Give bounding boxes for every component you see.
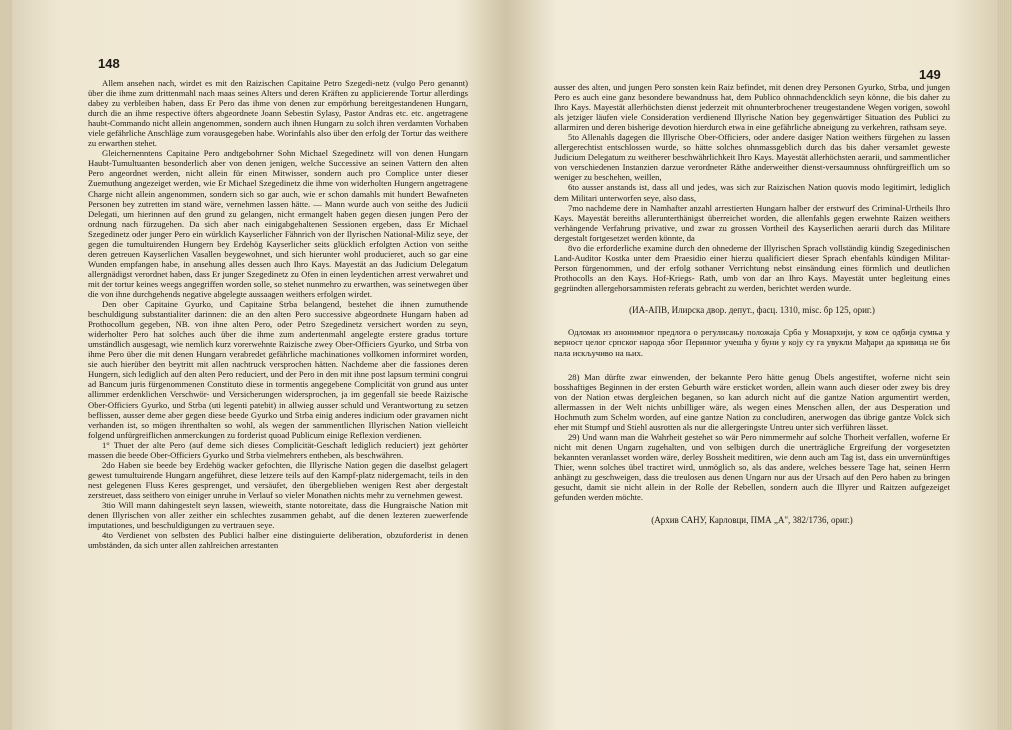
paragraph: 3tio Will mann dahingestelt seyn lassen, wieweith, stante notoreitate, dass die Hungraische Nation mit denen Illyrischen von aller zeither ein schlechtes zusammen gehabt, auf die denen lezteren zuewerfende imputationes, und beschuldigungen zu vertrauen seye.	[88, 499, 468, 531]
paragraph: 29) Und wann man die Wahrheit gestehet so wär Pero nimmermehr auf solche Thorheit verfallen, woferne Er nicht mit denen Ungarn zugehalten, und von selbigen durch die unerträgliche Ergreifung der vorgesetzten bekannten veranlasset worden wäre, derley Bossheit meditiren, wie denn auch am Tag ist, dass ein unvernünftiges Thier, wenn solches übel tractiret wird, unmöglich so, als das andere, welches bessere Tage hat, seinen Herrn anhängt zu geschweigen, dass die treulosen aus denen Ungarn nur aus der Ursach auf den Pero haben zu bringen gesucht, damit sie nicht allein in der Rolle der Rebellen, sondern auch die Illyrer und Raitzen aufgezeiget gefunden werden möchte.	[554, 432, 950, 503]
page-edge-right	[998, 0, 1012, 730]
paragraph: 8vo die erforderliche examine durch den ohnedeme der Illyrischen Sprach vollständig kündig Szegedinischen Land-Auditor Kostka unter dem Praesidio einer hierzu qualificiert dieser Sprach ebenfahls kündigen Militar-Person fürgenommen, und der erfolg sothaner Verrichtung nebst einsändung eines förmlich und deutlichen Prothocolls an den Kays. Hof-Kriegs- Rath, umb von dar an Ihro Kays. Mayestät unter begleitung eines gegründten allergehorsammisten referats gebracht zu werden, berichtet werden wurde.	[554, 242, 950, 293]
editorial-note: Одломак из анонимног предлога о регулисању положаја Срба у Монархији, у ком се одбија сумња у верност целог српског народа због Перинног учешћа у буни у коју су га увукли Мађари да кривица не би пала искључиво на њих.	[554, 327, 950, 358]
paragraph: ausser des alten, und jungen Pero sonsten kein Raiz befindet, mit denen drey Personen Gyurko, Strba, und jungen Pero es auch eine ganz besondere bewandnuss hat, dem Publico ohnnachdencklich seyn könne, die bis daher zu Ihro Kays. Mayestät allerhöchsten dienst jederzeit mit ohnunterbrochener treugestandene Wegen vorigen, sowohl als jetziger läufen viele Consideration verdienend Illyrische Nation bey gegenwärtiger Situation des Publici zu allarmiren und deren bisherige devotion hierdurch etwa in eine gefährliche abneigung zu verkehren, rathsam seye.	[554, 82, 950, 133]
left-page-body	[88, 78, 468, 550]
paragraph: Gleichernenntens Capitaine Pero andtgebohrner Sohn Michael Szegedinetz will von denen Hungarn Haubt-Tumultuanten besonderlich aber von denen jenigen, welche Successive an seinen Vattern den alten Pero angeordnet werden, nicht allein für einen Mitwisser, sondern auch pro Complice unter dieser Zuemuthung angezeiget werden, wie Er Michael Szegedinetz die ihme von widerholten Hungern angetragene Charge nicht allein angenommen, sondern sich so gar auch, wie er schon damahls mit hundert Bewafneten Personen bey zutretten im stand wäre, vernehmen lassen hätte. — Mann wurde auch von seithe des Judicii Delegati, um hierinnen auf den grund zu gelangen, nicht ermangelt haben gegen diesen jungen Pero der ordnung nach fürzugehen. Da sich aber nach einigabgehaltenen Sessionen ergeben, dass Er Michael Szegedinetz oder junger Pero ein würklich Kayserlicher Fähnrich von der Ilyrischen National-Miliz seye, der gegen die tumultuirenden Hungern bey Erdehög Kayserlicher seits glücklich erfolgten Action von seithe deren getreuen Kayserlichen Vasallen beygewohnet, und sich hierunter wohl producieret, auch so gar eine Wunden empfangen habe, in ansehung alles dessen auch Ihro Kays. Mayestät an das Judicium Delegatum allergnädigst verordnet haben, dass Er junger Szegedinetz zu Ofen in einen leydentichen arrest verwahret und mit der tortur keines weegs angegriffen worden solle, so stehet nunmehro zu erwarthen, was seinetwegen über die von ihne durchgehends negative abgelegte aussaagen weithers erfolgen wirdet.	[88, 148, 468, 299]
paragraph: Den ober Capitaine Gyurko, und Capitaine Strba belangend, bestehet die ihnen zumuthende beschuldigung substantialiter darinnen: die an den alten Pero successive abgeordnete Hungarn haben ad Prothocollum gegeben, NB. von ihne alten Pero, oder Petro Szegedinetz versichert worden zu seyn, widerholter Pero hat solches auch über die ihme zum andertenmahl angelegte erstere gradus torture umständlich ausgesagt, wie nemlich kurz vorerwehnte Raizische zwey Ober-Officiers Gyurko, und Strba von ihme Pero über die mit denen Hungarn verabredet gefährliche machinationes vollkomen informiret worden, sie auch hierüber den beytritt mit allen nachtruck versprochen hätten. Nachdeme aber die fassiones deren Hungern, sich lediglich auf den alten Pero reduciert, und der Pero in den mit ihne post lapsum termini congrui ad Bancum juris fürgenommenen Constituto diese in tormentis angegebene Complicität von grund aus unter allimmer erdenklichen Verschwör- und Versicherungen widersprochen, ja im gegenfall sie beede Raizische Ober-Officiers Gyurko, und Strba (uti legenti patebit) in allwieg ausser schuld und Verantwortung zu setzen beflissen, ausser deme aber gegen diese beede Gyurko und Strba einig anderes indicium oder gravamen nicht verhanden ist, so mögen ihrenthalten so wohl, als wegen der sammentlichen Illyrischen Nation vielleicht folgend unfürgreiflichen anmerckungen zu forderist quoad Publicum einige Reflexion verdienen.	[88, 299, 468, 440]
paragraph: 2do Haben sie beede bey Erdehög wacker gefochten, die Illyrische Nation gegen die daselbst gelagert gewest tumultuirende Hungarn angeführet, diese letzere teils auf den Kampf-platz nidergemacht, teils in den nest gelegenen Fluss Keres gesprenget, und versäufet, den übergeblieben wenigen Rest aber dergestalt zerstreuet, dass seithero von einiger unruhe in Verlauf so vieler Monathen nichts mehr zu vernehmen gewest.	[88, 459, 468, 500]
paragraph: 7mo nachdeme dere in Namhafter anzahl arrestierten Hungarn halber der erstwurf des Criminal-Urtheils Ihro Kays. Mayestät bereiths allerunterthänigst überreichet worden, die allenfahls gegen erwehnte Raizen weithers verhängende Verfahrung privative, und zwar zu grossen Vortheil des Kayserlichen aerarii durch das Militare dergestalt fortgesetzet werden könnte, da	[554, 202, 950, 243]
source-citation: (ИА-АПВ, Илирска двор. депут., фасц. 1310, misc. бр 125, ориг.)	[629, 304, 875, 315]
right-page-body	[554, 82, 950, 525]
right-page	[506, 0, 1012, 730]
paragraph: 4to Verdienet von selbsten des Publici halber eine distinguierte deliberation, obzuforderist in denen umbständen, da sich unter allen zahlreichen arrestanten	[88, 530, 468, 551]
paragraph: Allem ansehen nach, wirdet es mit den Raizischen Capitaine Petro Szegedi-netz (vulgo Pero genannt) über die ihme zum drittenmahl nach maas seines Alters und deren Kräften zu applicierende Tortur allerdings dabey zu verbleiben haben, dass Er Pero das ihme von denen zur empörhung bereitgestandenen Hungarn, durch die an ihme respective öfters abgeordnete Joann Sebestin Sylasy, Pastor Andras etc. etc. angetragene haubt-Commando nicht allein angenommen, sondern auch ihnen Hungarn zu solch ihren verdamten Vorhaben viele gefährliche Anschläge zum vorausgegeben habe. Worinfahls also über den erfolg der Tortur das weithere zu erwarthen stehet.	[88, 78, 468, 149]
source-citation: (Архив САНУ, Карловци, ПМА „А", 382/1736, ориг.)	[651, 514, 853, 525]
paragraph: 6to ausser anstands ist, dass all und jedes, was sich zur Raizischen Nation quovis modo legitimirt, lediglich dem Militari unterworfen seye, also dass,	[554, 182, 950, 203]
paragraph: 5to Allenahls dagegen die Illyrische Ober-Officiers, oder andere dasiger Nation weithers fürgehen zu lassen allergerechtist entschlossen wurde, so hätte solches ohnmassgeblich durch das bis daher versamlet gewestе Judicium Delegatum zu weitherer beschwährlichkeit Ihro Kays. Mayestät allerhöchsten aerarii, und sammentlicher von verschiedenen Instanzien darzue verordneter Räthe anderweither dienst-versaumnuss ohnfürgreiflich um so weniger zu beschehen, weillen,	[554, 132, 950, 183]
paragraph: 1° Thuet der alte Pero (auf deme sich dieses Complicität-Geschaft lediglich reduciert) jezt gehörter massen die beede Ober-Officiers Gyurko und Strba vielmehrers entheben, als beschwähren.	[88, 439, 468, 460]
page-number: 148	[98, 56, 120, 71]
page-number: 149	[919, 67, 941, 82]
paragraph: 28) Man dürfte zwar einwenden, der bekannte Pero hätte genug Übels angestiftet, woferne nicht sein bosshaftiges Beginnen in der ersten Geburth wäre ersticket worden, allein wann auch dieser oder zwey bis drey von der Nation etwas dergleichen beganen, so kan adurch nicht auf die gantze Nation argumentirt werden, allermassen in der Welt nichts unbilliger wäre, als wegen eines Menschen allen, der aus Desperation und Hochmuth zum Schelm worden, auf eine gantze Nation zu concludiren, anerwogen das übrige gantze Volck sich eher mit Stumpf und Stiehl ausrotten als nur die allergeringste Untreu unter sich verführen lässet.	[554, 371, 950, 433]
